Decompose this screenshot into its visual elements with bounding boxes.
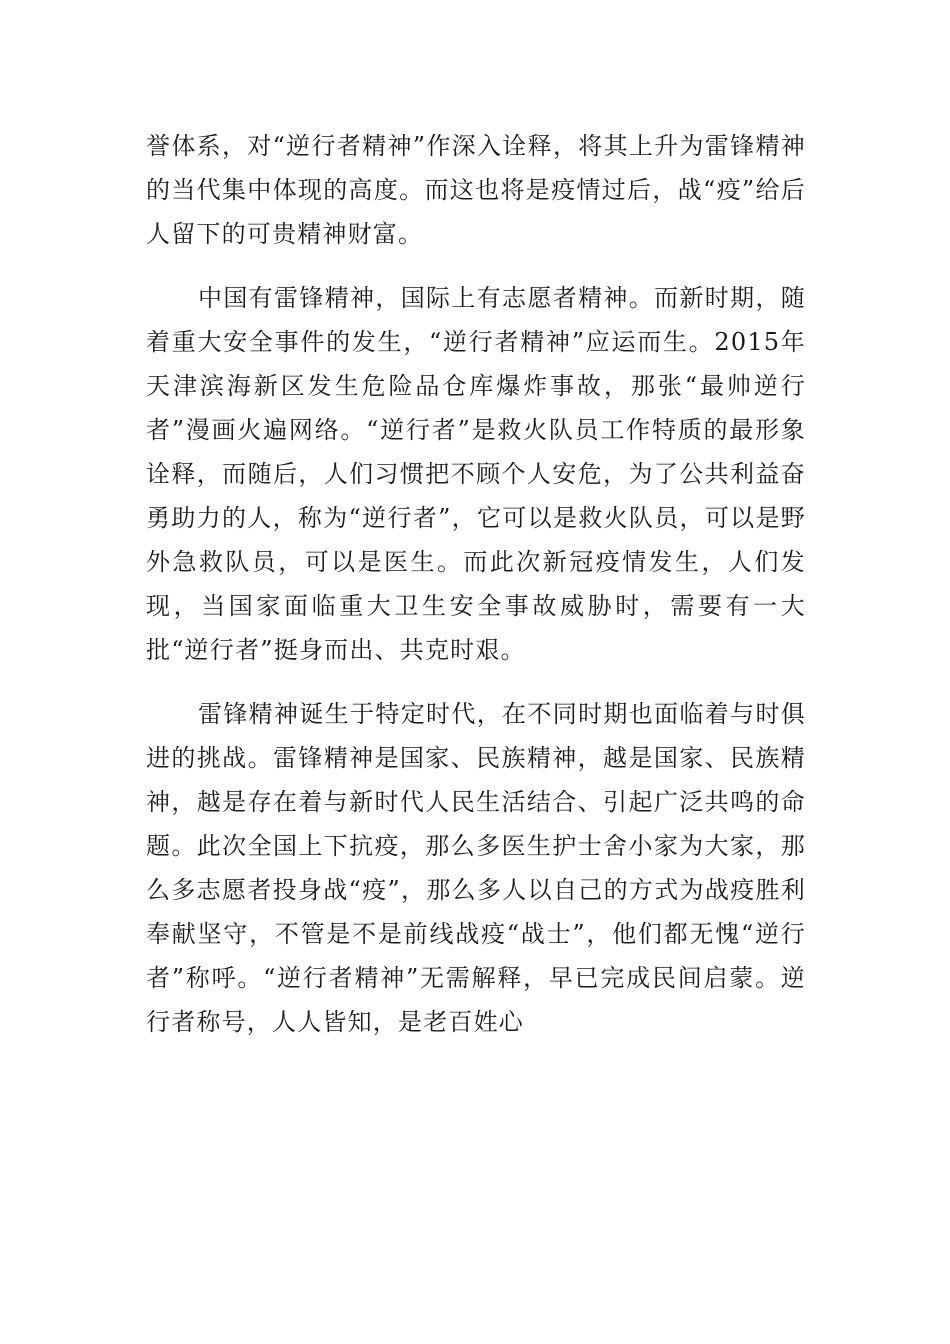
document-body bbox=[146, 124, 806, 1064]
paragraph-2: 中国有雷锋精神，国际上有志愿者精神。而新时期，随着重大安全事件的发生，“逆行者精神”应运而生。2015年天津滨海新区发生危险品仓库爆炸事故，那张“最帅逆行者”漫画火遍网络。“逆行者”是救火队员工作特质的最形象诠释，而随后，人们习惯把不顾个人安危，为了公共利益奋勇助力的人，称为“逆行者”，它可以是救火队员，可以是野外急救队员，可以是医生。而此次新冠疫情发生，人们发现，当国家面临重大卫生安全事故威胁时，需要有一大批“逆行者”挺身而出、共克时艰。 bbox=[146, 284, 806, 664]
paragraph-3: 雷锋精神诞生于特定时代，在不同时期也面临着与时俱进的挑战。雷锋精神是国家、民族精神，越是国家、民族精神，越是存在着与新时代人民生活结合、引起广泛共鸣的命题。此次全国上下抗疫，那么多医生护士舍小家为大家，那么多志愿者投身战“疫”，那么多人以自己的方式为战疫胜利奉献坚守，不管是不是前线战疫“战士”，他们都无愧“逆行者”称呼。“逆行者精神”无需解释，早已完成民间启蒙。逆行者称号，人人皆知，是老百姓心 bbox=[146, 700, 806, 1036]
paragraph-1: 誉体系，对“逆行者精神”作深入诠释，将其上升为雷锋精神的当代集中体现的高度。而这也将是疫情过后，战“疫”给后人留下的可贵精神财富。 bbox=[146, 132, 806, 248]
